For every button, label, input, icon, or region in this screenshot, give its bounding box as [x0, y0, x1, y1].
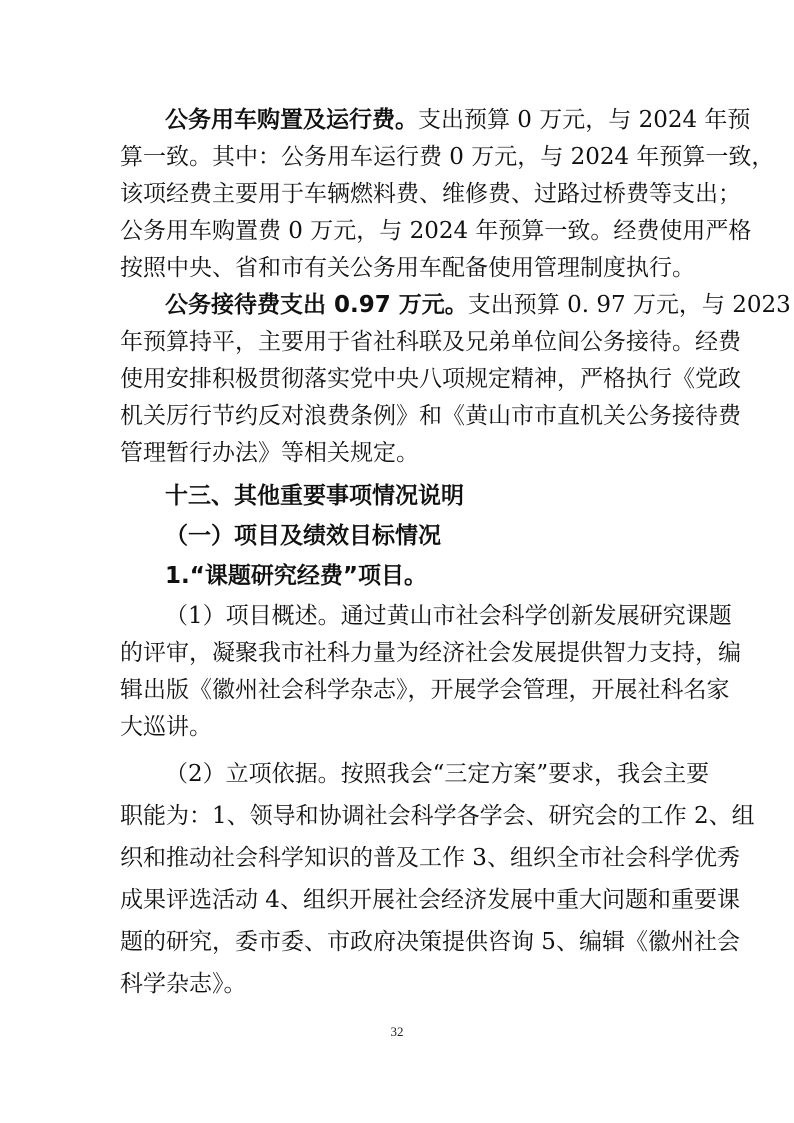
paragraph-overview-line-4: 大巡讲。	[120, 714, 212, 740]
paragraph-reception-line-5: 管理暂行办法》等相关规定。	[120, 440, 419, 466]
paragraph-reception-line-3: 使用安排积极贯彻落实党中央八项规定精神，严格执行《党政	[120, 366, 741, 392]
paragraph-reception-lead: 公务接待费支出 0.97 万元。	[165, 292, 468, 318]
paragraph-basis-line-6: 科学杂志》。	[120, 971, 247, 997]
paragraph-vehicle-lead: 公务用车购置及运行费。	[165, 107, 418, 133]
paragraph-vehicle-text-1: 支出预算 0 万元，与 2024 年预	[418, 107, 751, 133]
paragraph-basis-line-2: 职能为：1、领导和协调社会科学各学会、研究会的工作 2、组	[120, 803, 755, 829]
paragraph-vehicle-line-2: 算一致。其中：公务用车运行费 0 万元，与 2024 年预算一致，	[120, 144, 775, 170]
paragraph-overview-line-1: （1）项目概述。通过黄山市社会科学创新发展研究课题	[165, 603, 732, 629]
subsection-heading-1: （一）项目及绩效目标情况	[165, 523, 441, 549]
paragraph-basis-line-3: 织和推动社会科学知识的普及工作 3、组织全市社会科学优秀	[120, 845, 740, 871]
paragraph-vehicle-line-5: 按照中央、省和市有关公务用车配备使用管理制度执行。	[120, 255, 695, 281]
paragraph-reception-line-2: 年预算持平，主要用于省社科联及兄弟单位间公务接待。经费	[120, 329, 741, 355]
paragraph-reception-line-1	[165, 287, 791, 323]
paragraph-vehicle-line-1	[165, 102, 751, 138]
paragraph-basis-line-1: （2）立项依据。按照我会“三定方案”要求，我会主要	[165, 761, 710, 787]
paragraph-vehicle-line-4: 公务用车购置费 0 万元，与 2024 年预算一致。经费使用严格	[120, 218, 752, 244]
paragraph-reception-line-4: 机关厉行节约反对浪费条例》和《黄山市市直机关公务接待费	[120, 403, 741, 429]
paragraph-reception-text-1: 支出预算 0. 97 万元，与 2023	[467, 292, 791, 318]
page-number: 32	[390, 1024, 404, 1039]
paragraph-vehicle-line-3: 该项经费主要用于车辆燃料费、维修费、过路过桥费等支出；	[120, 181, 741, 207]
section-heading-13: 十三、其他重要事项情况说明	[165, 483, 464, 509]
paragraph-overview-line-3: 辑出版《徽州社会科学杂志》，开展学会管理，开展社科名家	[120, 677, 730, 703]
paragraph-basis-line-4: 成果评选活动 4、组织开展社会经济发展中重大问题和重要课	[120, 887, 740, 913]
paragraph-overview-line-2: 的评审，凝聚我市社科力量为经济社会发展提供智力支持，编	[120, 640, 741, 666]
paragraph-basis-line-5: 题的研究，委市委、市政府决策提供咨询 5、编辑《徽州社会	[120, 929, 740, 955]
project-heading: 1.“课题研究经费”项目。	[165, 563, 427, 589]
